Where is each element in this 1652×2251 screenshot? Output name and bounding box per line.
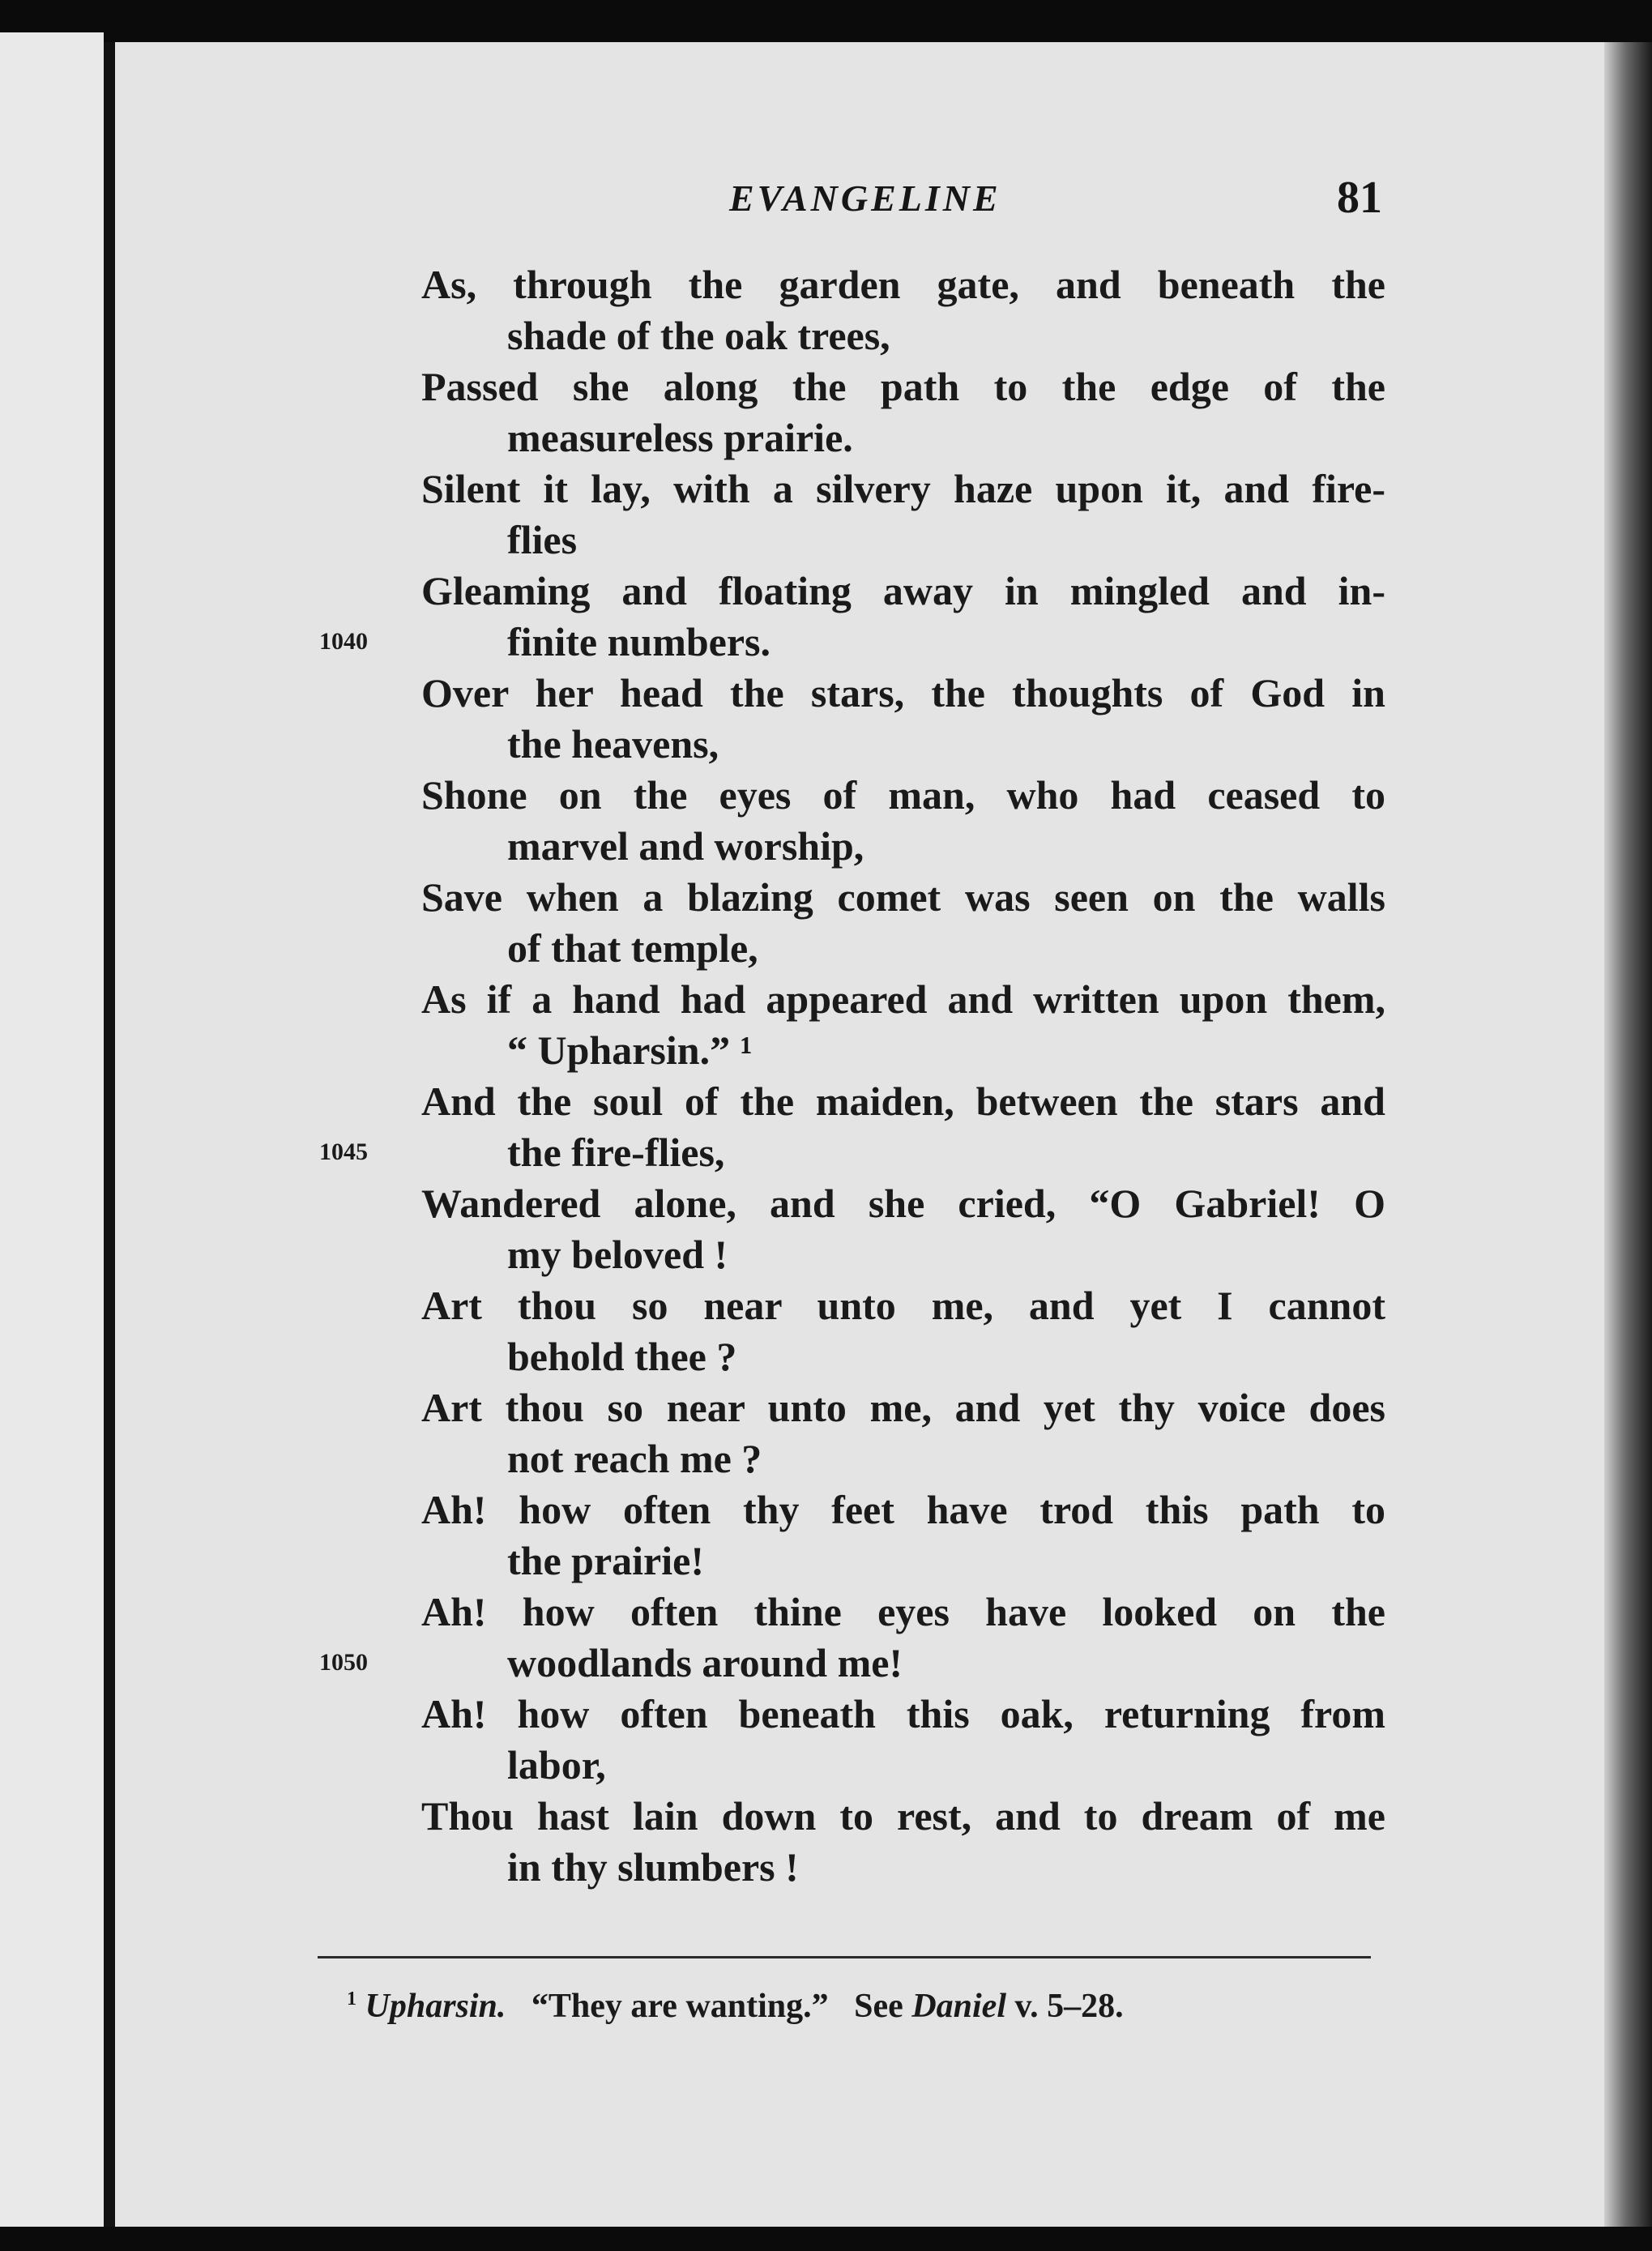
verse-line: Ah! how often beneath this oak, returning from xyxy=(421,1691,1385,1736)
verse-line-continuation: labor, xyxy=(507,1742,606,1788)
facing-page-edge xyxy=(0,32,104,2251)
line-number: 1040 xyxy=(319,628,368,655)
verse-line: As, through the garden gate, and beneath the xyxy=(421,262,1385,307)
verse-line: Art thou so near unto me, and yet I cannot xyxy=(421,1283,1385,1328)
verse-line-continuation: marvel and worship, xyxy=(507,823,864,869)
footnote-book: Daniel xyxy=(911,1988,1006,2025)
footnote-ref: v. 5–28. xyxy=(1014,1988,1124,2025)
footnote-term: Upharsin. xyxy=(365,1988,506,2025)
footnote-see: See xyxy=(854,1988,903,2025)
verse-line: As if a hand had appeared and written upon them, xyxy=(421,976,1385,1022)
verse-line-continuation: in thy slumbers ! xyxy=(507,1844,799,1890)
page-number: 81 xyxy=(1337,173,1382,223)
verse-line: And the soul of the maiden, between the stars and xyxy=(421,1079,1385,1124)
verse-line-continuation: measureless prairie. xyxy=(507,415,853,460)
verse-line-continuation: the heavens, xyxy=(507,721,719,767)
verse-line: Passed she along the path to the edge of the xyxy=(421,364,1385,409)
verse-line-continuation: not reach me ? xyxy=(507,1436,762,1481)
verse-line: Gleaming and floating away in mingled and in- xyxy=(421,568,1385,613)
verse-line-continuation: “ Upharsin.” ¹ xyxy=(507,1027,753,1073)
line-number: 1045 xyxy=(319,1138,368,1165)
verse-line: Over her head the stars, the thoughts of God in xyxy=(421,670,1385,715)
verse-line: Wandered alone, and she cried, “O Gabriel! O xyxy=(421,1181,1385,1226)
footnote xyxy=(347,1987,1124,2026)
verse-line-continuation: the prairie! xyxy=(507,1538,704,1583)
verse-line: Shone on the eyes of man, who had ceased to xyxy=(421,772,1385,818)
verse-line: Save when a blazing comet was seen on the walls xyxy=(421,874,1385,920)
verse-line: Silent it lay, with a silvery haze upon it, and fire- xyxy=(421,466,1385,511)
running-head: EVANGELINE xyxy=(729,177,1001,219)
scan-border xyxy=(0,2227,1652,2251)
verse-block xyxy=(421,259,1385,1893)
verse-line-continuation: behold thee ? xyxy=(507,1334,737,1379)
footnote-gloss: “They are wanting.” xyxy=(531,1988,829,2025)
verse-line-continuation: woodlands around me! xyxy=(507,1640,903,1685)
line-number: 1050 xyxy=(319,1649,368,1676)
verse-line-continuation: the fire-flies, xyxy=(507,1130,725,1175)
verse-line-continuation: of that temple, xyxy=(507,925,758,971)
verse-line-continuation: shade of the oak trees, xyxy=(507,313,890,358)
page-shadow xyxy=(1604,42,1652,2227)
verse-line: Thou hast lain down to rest, and to dream of me xyxy=(421,1793,1385,1839)
verse-line-continuation: my beloved ! xyxy=(507,1232,728,1277)
verse-line: Art thou so near unto me, and yet thy voice does xyxy=(421,1385,1385,1430)
footnote-mark: 1 xyxy=(347,1988,356,2010)
verse-line: Ah! how often thine eyes have looked on the xyxy=(421,1589,1385,1634)
footnote-rule xyxy=(318,1956,1371,1958)
binding-edge xyxy=(104,42,115,2230)
verse-line-continuation: flies xyxy=(507,517,578,562)
verse-line: Ah! how often thy feet have trod this path to xyxy=(421,1487,1385,1532)
verse-line-continuation: finite numbers. xyxy=(507,619,771,664)
